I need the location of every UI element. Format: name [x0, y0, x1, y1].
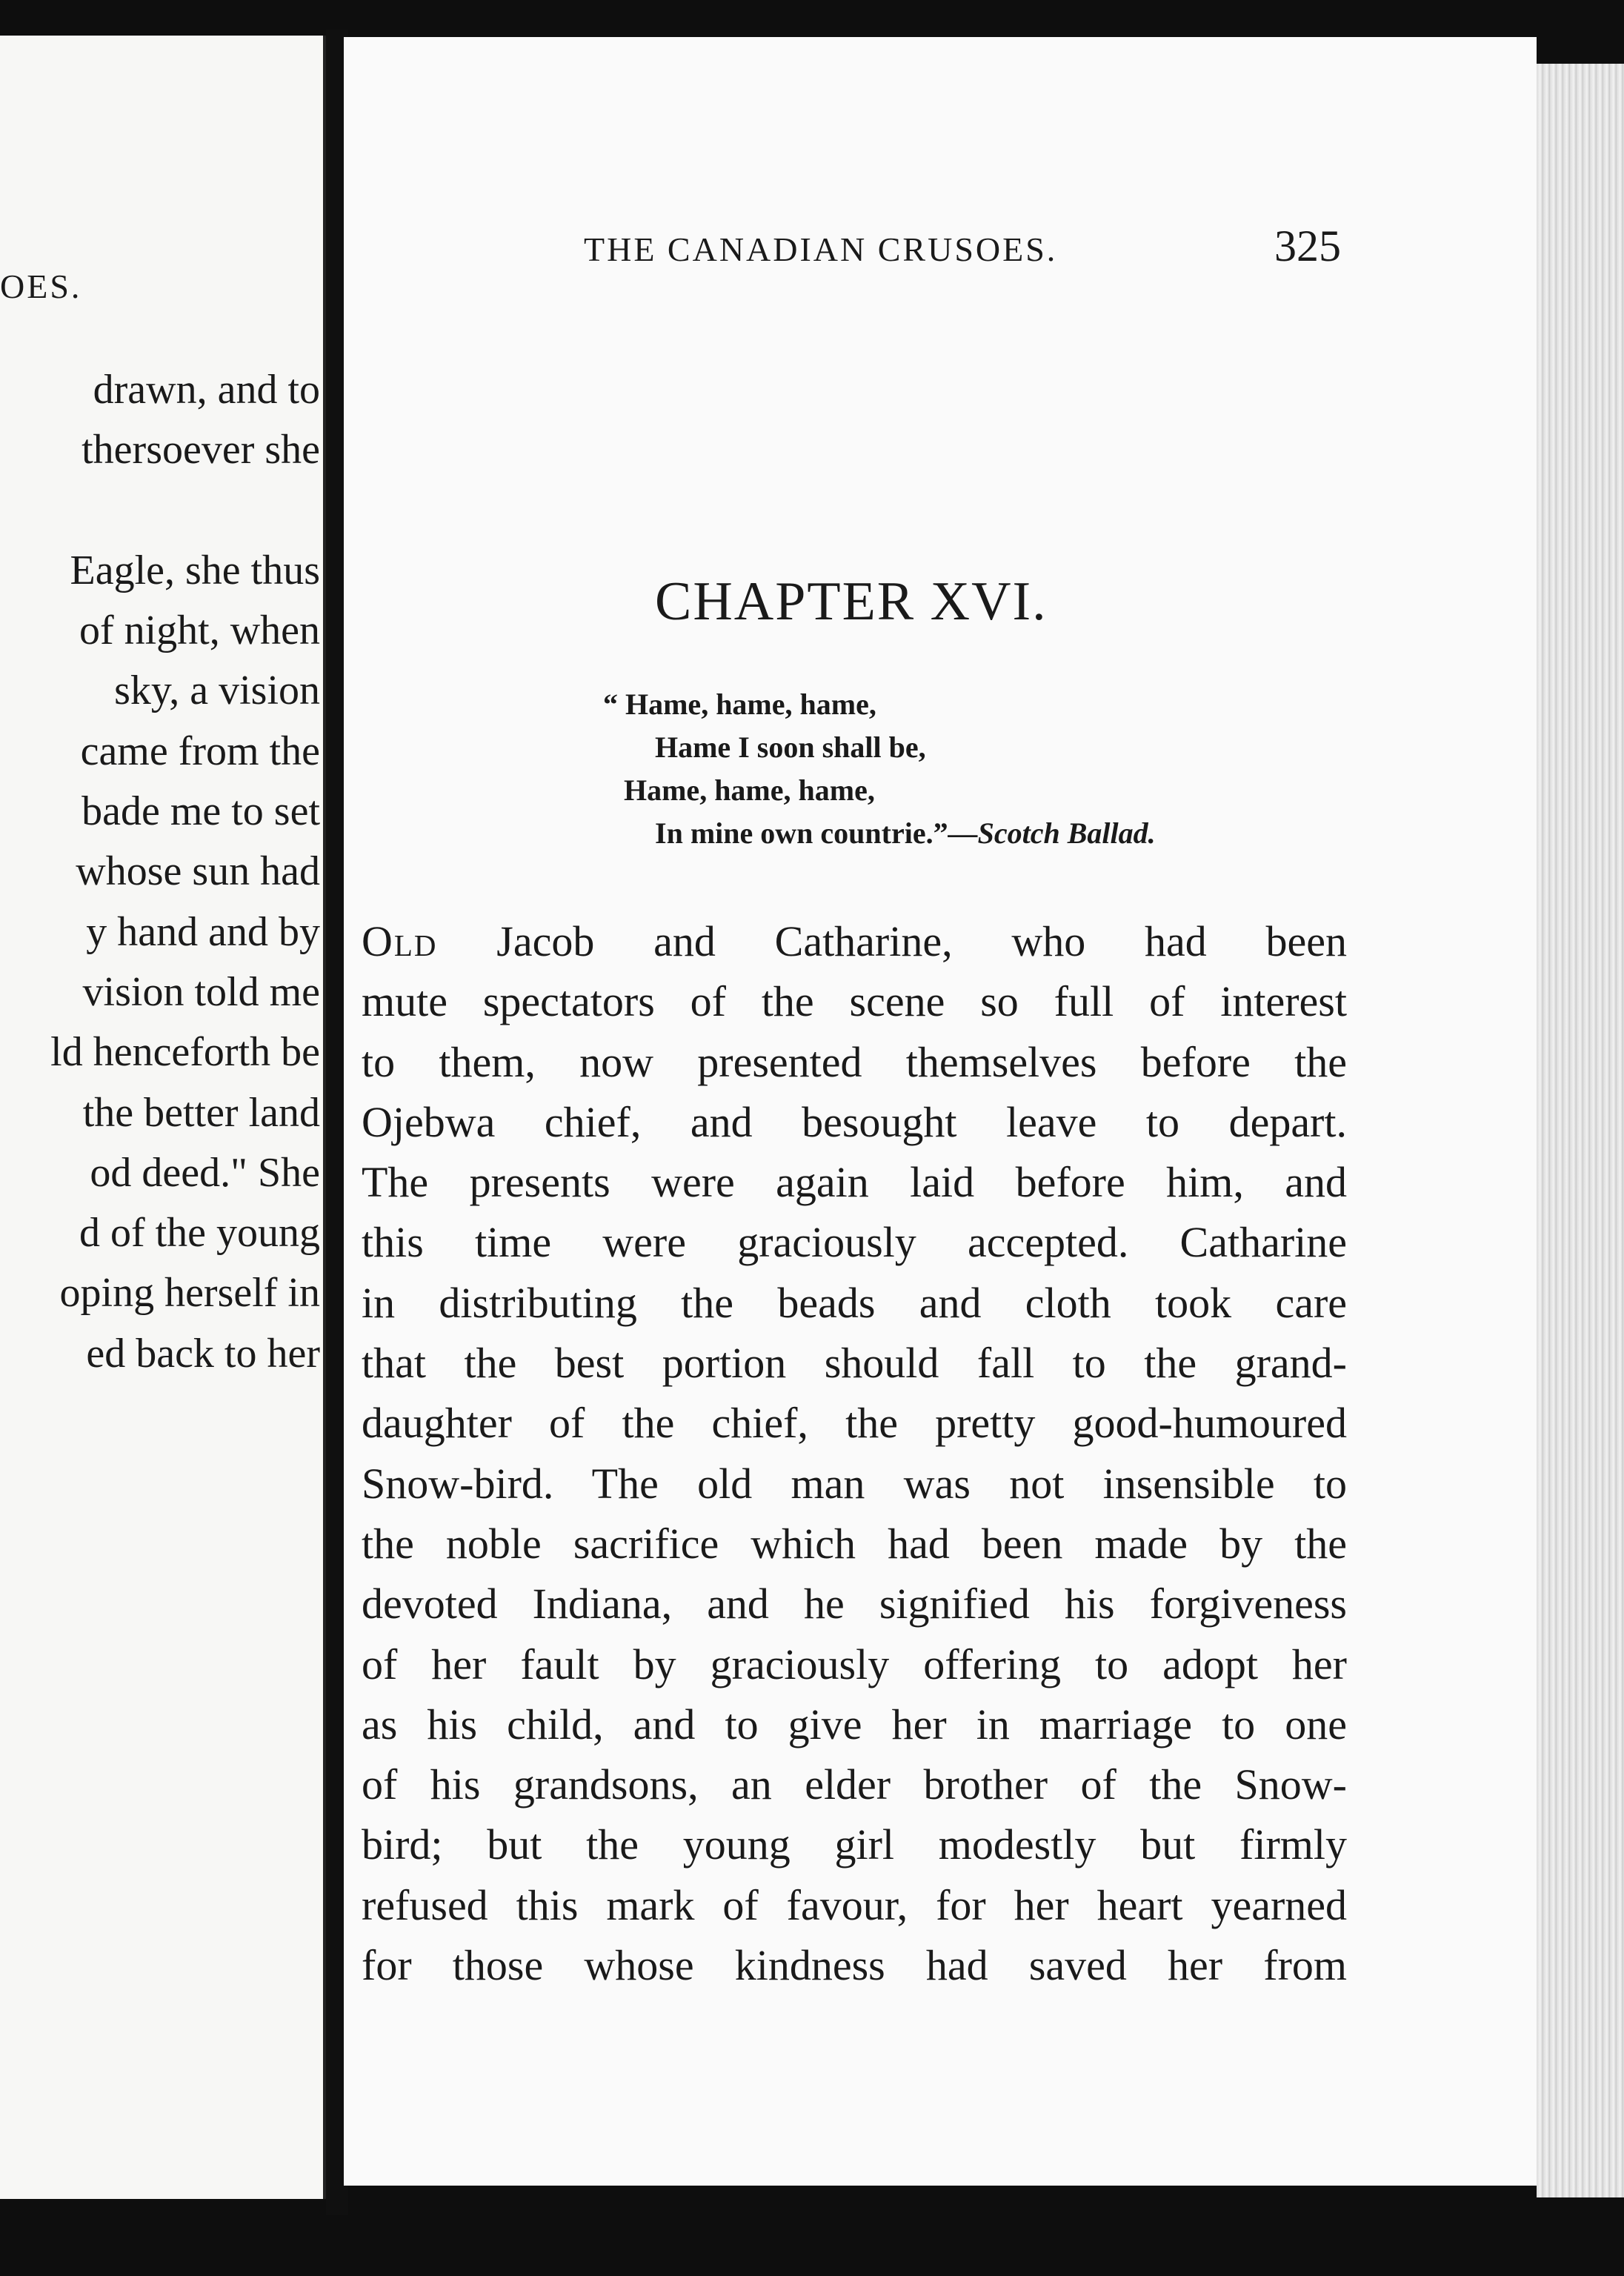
left-line: thersoever she [81, 427, 320, 473]
left-line: od deed." She [90, 1149, 320, 1196]
chapter-title: CHAPTER XVI. [655, 571, 1048, 632]
left-line: sky, a vision [114, 668, 320, 714]
left-line: came from the [80, 728, 320, 774]
epigraph-line: In mine own countrie.” [655, 816, 948, 850]
body-line-text: Jacob and Catharine, who had been [437, 917, 1347, 965]
left-line: vision told me [82, 968, 320, 1015]
running-head: THE CANADIAN CRUSOES. [584, 230, 1058, 268]
page-edges [1537, 64, 1624, 2197]
epigraph-line: “ Hame, hame, hame, [603, 688, 876, 721]
left-line [0, 481, 320, 541]
left-line: ld henceforth be [50, 1029, 320, 1076]
page-number: 325 [1274, 222, 1341, 270]
left-line: whose sun had [76, 848, 320, 895]
body-line: devoted Indiana, and he signified his forgiveness [362, 1580, 1347, 1628]
epigraph-line: Hame, hame, hame, [624, 773, 875, 807]
body-line: of her fault by graciously offering to adopt her [362, 1640, 1347, 1688]
left-page [0, 36, 326, 2199]
left-line: d of the young [79, 1210, 320, 1257]
body-line: in distributing the beads and cloth took care [362, 1278, 1347, 1327]
epigraph-last-line [603, 812, 1156, 855]
body-line: The presents were again laid before him, and [362, 1158, 1347, 1207]
body-text [362, 911, 1347, 1995]
left-page-text [0, 360, 320, 1384]
left-line: Eagle, she thus [70, 547, 320, 593]
right-page [344, 37, 1537, 2186]
epigraph [603, 683, 1156, 855]
body-line: Snow-bird. The old man was not insensible to [362, 1459, 1347, 1508]
body-line: bird; but the young girl modestly but firmly [362, 1820, 1347, 1869]
left-line: y hand and by [86, 908, 320, 955]
left-line: the better land [82, 1089, 320, 1136]
left-line: of night, when [79, 608, 320, 654]
left-running-head: OES. [0, 267, 82, 305]
body-line: refused this mark of favour, for her heart yearned [362, 1880, 1347, 1929]
body-line [362, 911, 1347, 971]
left-line: oping herself in [59, 1270, 320, 1317]
body-line: daughter of the chief, the pretty good-humoured [362, 1399, 1347, 1448]
body-line: mute spectators of the scene so full of interest [362, 977, 1347, 1026]
body-line: to them, now presented themselves before the [362, 1037, 1347, 1086]
opening-word: Old [362, 917, 438, 965]
body-line: Ojebwa chief, and besought leave to depart. [362, 1097, 1347, 1146]
body-line: of his grandsons, an elder brother of the Snow- [362, 1760, 1347, 1809]
body-line: the noble sacrifice which had been made by the [362, 1519, 1347, 1568]
left-line: bade me to set [81, 788, 320, 835]
body-line: this time were graciously accepted. Catharine [362, 1218, 1347, 1267]
epigraph-line: Hame I soon shall be, [655, 731, 926, 764]
epigraph-attribution: —Scotch Ballad. [948, 816, 1156, 850]
left-line: drawn, and to [93, 367, 320, 413]
left-line: ed back to her [86, 1330, 320, 1377]
body-line: for those whose kindness had saved her from [362, 1941, 1347, 1990]
body-line: as his child, and to give her in marriage to one [362, 1700, 1347, 1748]
body-line: that the best portion should fall to the grand- [362, 1339, 1347, 1388]
